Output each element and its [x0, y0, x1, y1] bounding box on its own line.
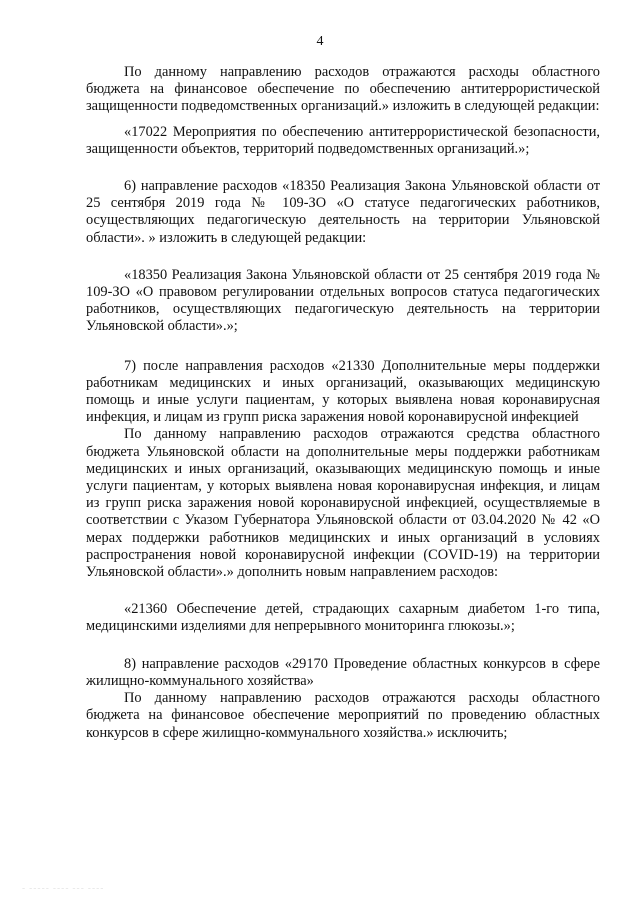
paragraph-antiterror-description: По данному направлению расходов отражаются расходы областного бюджета на финансовое обеспечение по обеспечению антитеррористической защищенности подведомственных организаций.» изложить в следующей редакции: [86, 64, 600, 115]
page-number: 4 [316, 34, 324, 49]
document-body [86, 64, 600, 742]
scan-artifact-marks: ⁻ ⁻⁻⁻⁻⁻ ⁻⁻⁻⁻ ⁻⁻⁻ ⁻⁻⁻⁻ [22, 887, 105, 894]
paragraph-item-7: 7) после направления расходов «21330 Дополнительные меры поддержки работникам медицинских и иных организаций, оказывающих медицинскую помощь и иные услуги пациентам, у которых выявлена новая коронавирусная инфекция, и лицам из групп риска заражения новой коронавирусной инфекцией [86, 357, 600, 426]
paragraph-21360-new-direction: «21360 Обеспечение детей, страдающих сахарным диабетом 1-го типа, медицинскими изделиями для непрерывного мониторинга глюкозы.»; [86, 601, 600, 635]
paragraph-item-8: 8) направление расходов «29170 Проведение областных конкурсов в сфере жилищно-коммунального хозяйства» [86, 655, 600, 689]
paragraph-29170-description: По данному направлению расходов отражаются расходы областного бюджета на финансовое обеспечение мероприятий по проведению областных конкурсов в сфере жилищно-коммунального хозяйства.» исключить; [86, 690, 600, 741]
paragraph-18350-new-wording: «18350 Реализация Закона Ульяновской области от 25 сентября 2019 года № 109-ЗО «О правовом регулировании отдельных вопросов статуса педагогических работников, осуществляющих педагогическую деятельность на территории Ульяновской области».»; [86, 266, 600, 335]
paragraph-21330-description: По данному направлению расходов отражаются средства областного бюджета Ульяновской области на дополнительные меры поддержки работникам медицинских и иных организаций, оказывающих медицинскую помощь и иные услуги пациентам, у которых выявлена новая коронавирусная инфекция, и лицам из групп риска заражения новой коронавирусной инфекцией, осуществляемые в соответствии с Указом Губернатора Ульяновской области от 03.04.2020 № 42 «О мерах поддержки работников медицинских и иных организаций в условиях распространения новой коронавирусной инфекции (COVID-19) на территории Ульяновской области».» дополнить новым направлением расходов: [86, 426, 600, 581]
paragraph-17022-new-wording: «17022 Мероприятия по обеспечению антитеррористической безопасности, защищенности объектов, территорий подведомственных организаций.»; [86, 123, 600, 157]
paragraph-item-6: 6) направление расходов «18350 Реализация Закона Ульяновской области от 25 сентября 2019 года № 109-ЗО «О статусе педагогических работников, осуществляющих педагогическую деятельность на территории Ульяновской области». » изложить в следующей редакции: [86, 178, 600, 246]
